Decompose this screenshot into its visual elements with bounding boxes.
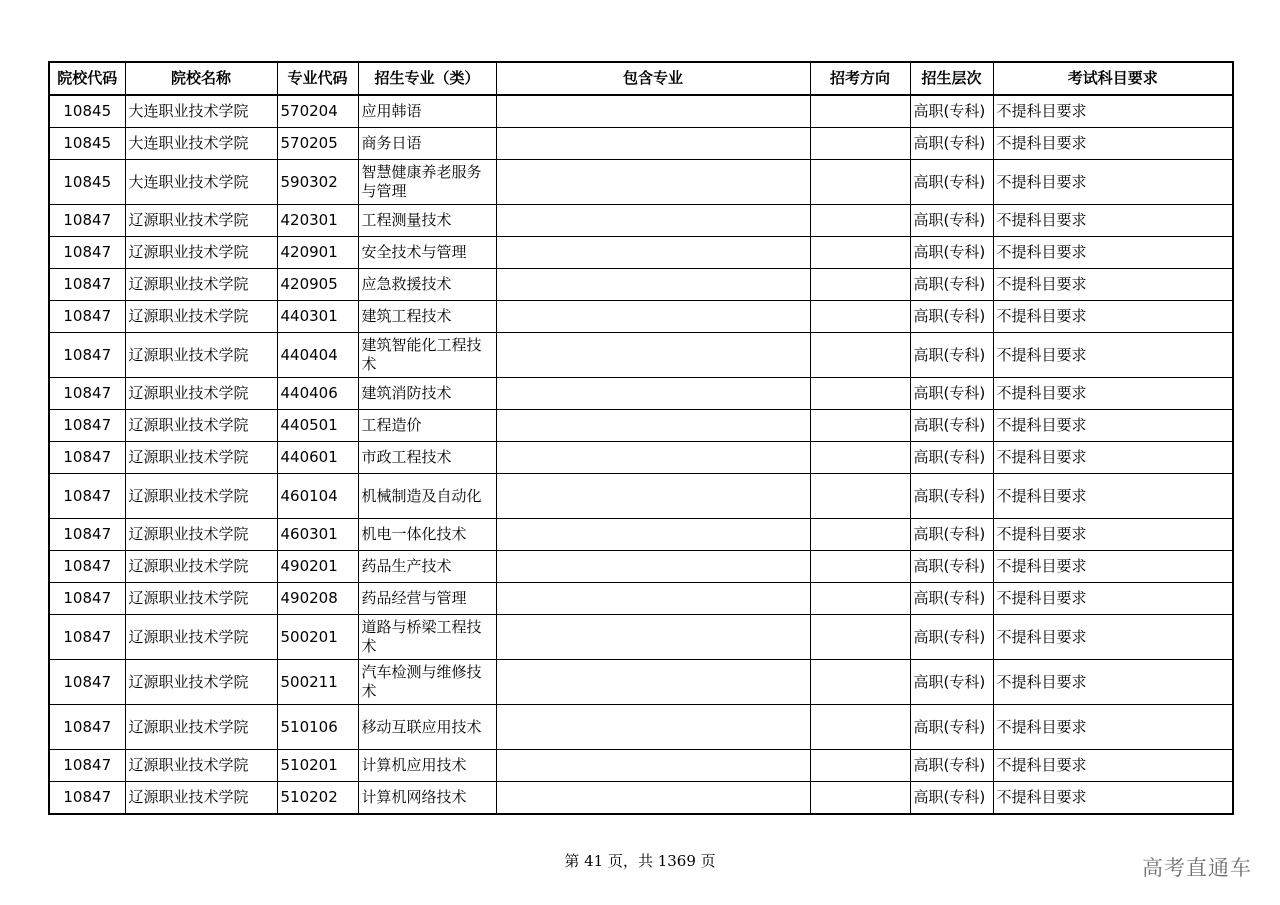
cell-requirement: 不提科目要求 (993, 615, 1233, 660)
cell-major-code: 490201 (277, 551, 358, 583)
cell-major-code: 510106 (277, 705, 358, 750)
cell-direction (810, 269, 910, 301)
cell-school-name: 辽源职业技术学院 (125, 333, 277, 378)
cell-includes (496, 442, 810, 474)
cell-major: 机电一体化技术 (358, 519, 496, 551)
cell-major: 建筑智能化工程技术 (358, 333, 496, 378)
cell-school-code: 10847 (49, 615, 125, 660)
cell-school-code: 10847 (49, 705, 125, 750)
cell-major: 商务日语 (358, 128, 496, 160)
cell-direction (810, 583, 910, 615)
cell-requirement: 不提科目要求 (993, 237, 1233, 269)
cell-requirement: 不提科目要求 (993, 160, 1233, 205)
cell-school-name: 辽源职业技术学院 (125, 237, 277, 269)
cell-level: 高职(专科) (910, 160, 993, 205)
cell-major-code: 440406 (277, 378, 358, 410)
cell-requirement: 不提科目要求 (993, 705, 1233, 750)
cell-major: 应用韩语 (358, 95, 496, 128)
cell-level: 高职(专科) (910, 301, 993, 333)
cell-major: 计算机应用技术 (358, 750, 496, 782)
cell-direction (810, 205, 910, 237)
cell-major: 建筑工程技术 (358, 301, 496, 333)
table-row (49, 551, 1233, 583)
cell-requirement: 不提科目要求 (993, 410, 1233, 442)
cell-school-name: 辽源职业技术学院 (125, 269, 277, 301)
cell-requirement: 不提科目要求 (993, 378, 1233, 410)
cell-major: 工程测量技术 (358, 205, 496, 237)
table-row (49, 474, 1233, 519)
cell-level: 高职(专科) (910, 750, 993, 782)
cell-requirement: 不提科目要求 (993, 782, 1233, 815)
cell-major-code: 440601 (277, 442, 358, 474)
table-row (49, 583, 1233, 615)
cell-school-code: 10847 (49, 237, 125, 269)
cell-school-code: 10845 (49, 128, 125, 160)
cell-requirement: 不提科目要求 (993, 519, 1233, 551)
cell-school-code: 10847 (49, 442, 125, 474)
table-row (49, 442, 1233, 474)
cell-major: 药品生产技术 (358, 551, 496, 583)
cell-direction (810, 615, 910, 660)
header-school-code: 院校代码 (49, 62, 125, 95)
cell-includes (496, 128, 810, 160)
cell-includes (496, 301, 810, 333)
cell-major-code: 500211 (277, 660, 358, 705)
cell-includes (496, 160, 810, 205)
cell-major-code: 570205 (277, 128, 358, 160)
cell-level: 高职(专科) (910, 660, 993, 705)
cell-major: 市政工程技术 (358, 442, 496, 474)
cell-includes (496, 205, 810, 237)
cell-includes (496, 750, 810, 782)
cell-direction (810, 333, 910, 378)
cell-school-code: 10847 (49, 269, 125, 301)
cell-direction (810, 160, 910, 205)
cell-major-code: 590302 (277, 160, 358, 205)
header-major: 招生专业（类） (358, 62, 496, 95)
cell-major-code: 420905 (277, 269, 358, 301)
cell-level: 高职(专科) (910, 410, 993, 442)
table-row (49, 615, 1233, 660)
cell-level: 高职(专科) (910, 519, 993, 551)
cell-school-name: 辽源职业技术学院 (125, 474, 277, 519)
cell-school-name: 辽源职业技术学院 (125, 750, 277, 782)
cell-level: 高职(专科) (910, 474, 993, 519)
cell-major: 计算机网络技术 (358, 782, 496, 815)
cell-direction (810, 410, 910, 442)
header-includes: 包含专业 (496, 62, 810, 95)
cell-requirement: 不提科目要求 (993, 442, 1233, 474)
cell-level: 高职(专科) (910, 615, 993, 660)
header-requirement: 考试科目要求 (993, 62, 1233, 95)
cell-requirement: 不提科目要求 (993, 95, 1233, 128)
cell-major-code: 420301 (277, 205, 358, 237)
cell-direction (810, 551, 910, 583)
cell-level: 高职(专科) (910, 128, 993, 160)
cell-level: 高职(专科) (910, 205, 993, 237)
cell-level: 高职(专科) (910, 269, 993, 301)
table-row (49, 301, 1233, 333)
cell-school-code: 10847 (49, 551, 125, 583)
cell-direction (810, 660, 910, 705)
cell-school-name: 大连职业技术学院 (125, 128, 277, 160)
table-row (49, 705, 1233, 750)
cell-school-code: 10847 (49, 410, 125, 442)
cell-major: 移动互联应用技术 (358, 705, 496, 750)
table-row (49, 750, 1233, 782)
cell-direction (810, 519, 910, 551)
cell-requirement: 不提科目要求 (993, 750, 1233, 782)
cell-level: 高职(专科) (910, 705, 993, 750)
cell-requirement: 不提科目要求 (993, 301, 1233, 333)
cell-requirement: 不提科目要求 (993, 474, 1233, 519)
cell-includes (496, 660, 810, 705)
cell-school-name: 大连职业技术学院 (125, 160, 277, 205)
cell-major: 工程造价 (358, 410, 496, 442)
cell-direction (810, 782, 910, 815)
cell-major-code: 440404 (277, 333, 358, 378)
cell-school-name: 辽源职业技术学院 (125, 660, 277, 705)
cell-school-name: 辽源职业技术学院 (125, 519, 277, 551)
cell-direction (810, 237, 910, 269)
header-major-code: 专业代码 (277, 62, 358, 95)
cell-school-code: 10847 (49, 583, 125, 615)
cell-level: 高职(专科) (910, 95, 993, 128)
cell-school-name: 辽源职业技术学院 (125, 551, 277, 583)
cell-school-name: 辽源职业技术学院 (125, 378, 277, 410)
table-row (49, 660, 1233, 705)
table-row (49, 160, 1233, 205)
cell-requirement: 不提科目要求 (993, 660, 1233, 705)
cell-school-code: 10847 (49, 750, 125, 782)
table-row (49, 333, 1233, 378)
cell-direction (810, 128, 910, 160)
cell-major: 建筑消防技术 (358, 378, 496, 410)
cell-level: 高职(专科) (910, 237, 993, 269)
table-row (49, 410, 1233, 442)
table-row (49, 237, 1233, 269)
cell-school-code: 10845 (49, 160, 125, 205)
cell-school-code: 10847 (49, 519, 125, 551)
cell-school-code: 10847 (49, 378, 125, 410)
cell-direction (810, 442, 910, 474)
cell-level: 高职(专科) (910, 782, 993, 815)
cell-level: 高职(专科) (910, 583, 993, 615)
cell-school-name: 辽源职业技术学院 (125, 205, 277, 237)
cell-includes (496, 237, 810, 269)
cell-includes (496, 551, 810, 583)
table-row (49, 378, 1233, 410)
cell-requirement: 不提科目要求 (993, 128, 1233, 160)
cell-major-code: 570204 (277, 95, 358, 128)
watermark-text: 高考直通车 (1142, 856, 1252, 880)
cell-direction (810, 301, 910, 333)
table-row (49, 782, 1233, 815)
cell-direction (810, 95, 910, 128)
cell-includes (496, 583, 810, 615)
table-row (49, 205, 1233, 237)
table-row (49, 269, 1233, 301)
cell-direction (810, 750, 910, 782)
cell-major-code: 490208 (277, 583, 358, 615)
cell-major-code: 420901 (277, 237, 358, 269)
cell-school-name: 辽源职业技术学院 (125, 705, 277, 750)
cell-includes (496, 519, 810, 551)
cell-requirement: 不提科目要求 (993, 333, 1233, 378)
cell-major: 药品经营与管理 (358, 583, 496, 615)
cell-includes (496, 615, 810, 660)
cell-school-name: 辽源职业技术学院 (125, 782, 277, 815)
cell-school-code: 10847 (49, 474, 125, 519)
cell-major-code: 510202 (277, 782, 358, 815)
cell-school-code: 10845 (49, 95, 125, 128)
header-direction: 招考方向 (810, 62, 910, 95)
cell-major-code: 440501 (277, 410, 358, 442)
cell-school-code: 10847 (49, 782, 125, 815)
header-level: 招生层次 (910, 62, 993, 95)
cell-major: 应急救援技术 (358, 269, 496, 301)
enrollment-table (48, 61, 1234, 815)
table-row (49, 95, 1233, 128)
table-header-row (49, 62, 1233, 95)
cell-major-code: 460301 (277, 519, 358, 551)
cell-includes (496, 782, 810, 815)
cell-major: 机械制造及自动化 (358, 474, 496, 519)
cell-school-name: 辽源职业技术学院 (125, 442, 277, 474)
cell-includes (496, 95, 810, 128)
cell-requirement: 不提科目要求 (993, 269, 1233, 301)
cell-school-name: 辽源职业技术学院 (125, 583, 277, 615)
cell-includes (496, 378, 810, 410)
cell-major: 智慧健康养老服务与管理 (358, 160, 496, 205)
cell-requirement: 不提科目要求 (993, 205, 1233, 237)
cell-major-code: 460104 (277, 474, 358, 519)
cell-major: 安全技术与管理 (358, 237, 496, 269)
cell-direction (810, 705, 910, 750)
cell-level: 高职(专科) (910, 551, 993, 583)
cell-school-code: 10847 (49, 301, 125, 333)
page-number-footer: 第 41 页，共 1369 页 (564, 852, 716, 870)
table-row (49, 519, 1233, 551)
header-school-name: 院校名称 (125, 62, 277, 95)
cell-includes (496, 705, 810, 750)
cell-school-name: 辽源职业技术学院 (125, 615, 277, 660)
cell-level: 高职(专科) (910, 378, 993, 410)
cell-level: 高职(专科) (910, 442, 993, 474)
cell-includes (496, 333, 810, 378)
cell-requirement: 不提科目要求 (993, 551, 1233, 583)
cell-major-code: 440301 (277, 301, 358, 333)
cell-major-code: 510201 (277, 750, 358, 782)
cell-school-name: 辽源职业技术学院 (125, 410, 277, 442)
cell-school-name: 大连职业技术学院 (125, 95, 277, 128)
cell-major: 汽车检测与维修技术 (358, 660, 496, 705)
cell-major: 道路与桥梁工程技术 (358, 615, 496, 660)
cell-direction (810, 474, 910, 519)
table-row (49, 128, 1233, 160)
cell-major-code: 500201 (277, 615, 358, 660)
cell-school-code: 10847 (49, 333, 125, 378)
cell-includes (496, 410, 810, 442)
cell-includes (496, 474, 810, 519)
table-body (49, 95, 1233, 814)
cell-school-name: 辽源职业技术学院 (125, 301, 277, 333)
cell-direction (810, 378, 910, 410)
cell-school-code: 10847 (49, 660, 125, 705)
cell-level: 高职(专科) (910, 333, 993, 378)
cell-includes (496, 269, 810, 301)
cell-school-code: 10847 (49, 205, 125, 237)
cell-requirement: 不提科目要求 (993, 583, 1233, 615)
